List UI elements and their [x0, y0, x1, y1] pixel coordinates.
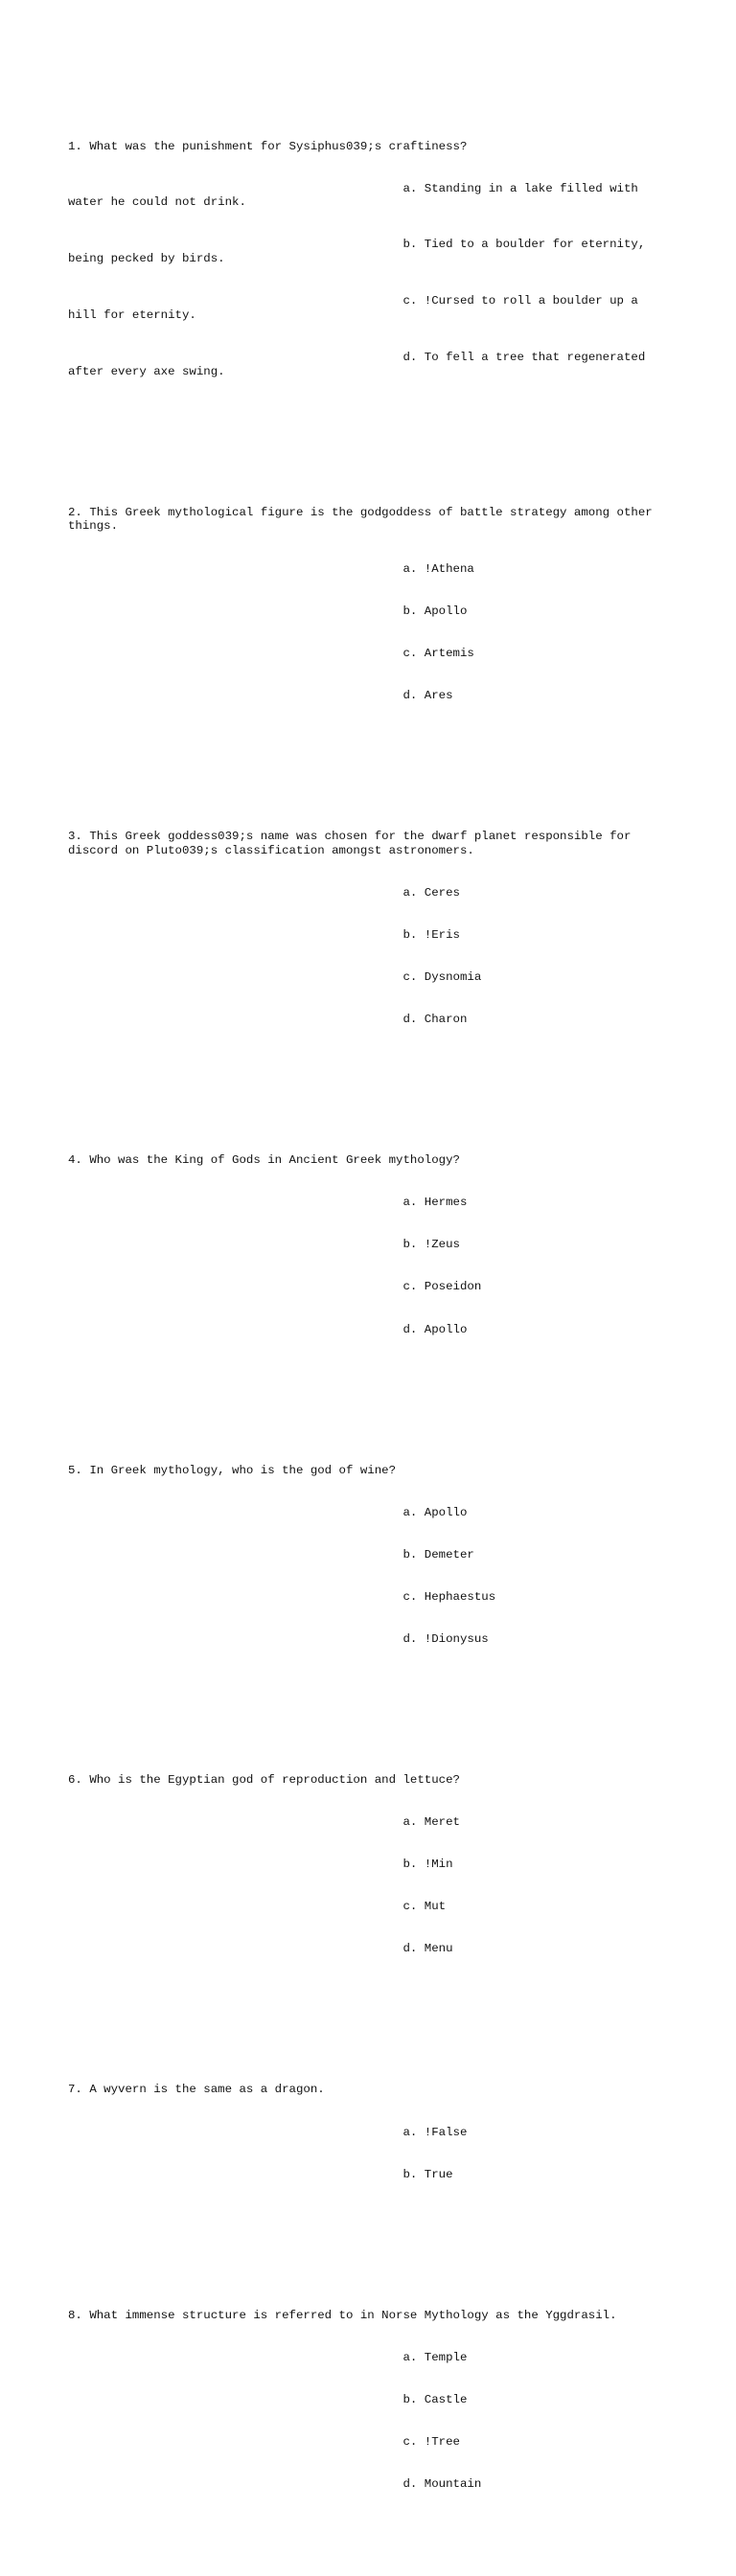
answer-option: [68, 2393, 667, 2407]
question-text: [68, 1773, 667, 1788]
answer-option: [68, 182, 667, 210]
option-letter: d.: [402, 2477, 418, 2492]
option-text: !Cursed to roll a boulder up a hill for eternity.: [68, 294, 646, 322]
question-number: 7.: [68, 2083, 82, 2097]
question-number: 6.: [68, 1773, 82, 1787]
answer-option: [68, 1196, 667, 1210]
answer-option: [68, 928, 667, 943]
option-letter: d.: [402, 1631, 418, 1646]
option-letter: a.: [402, 1815, 418, 1830]
answer-option: [68, 689, 667, 703]
option-text: !Athena: [424, 561, 474, 576]
answer-option: [68, 1013, 667, 1027]
question-7: [68, 2055, 667, 2210]
option-text: Apollo: [424, 604, 468, 618]
option-text: Ceres: [424, 885, 460, 900]
answer-option: [68, 1506, 667, 1520]
option-text: Tied to a boulder for eternity, being pecked by birds.: [68, 238, 653, 266]
option-text: Mut: [424, 1900, 447, 1914]
question-body: What was the punishment for Sysiphus039;s craftiness?: [89, 139, 468, 153]
answer-option: [68, 1858, 667, 1872]
question-body: Who is the Egyptian god of reproduction and lettuce?: [89, 1773, 460, 1787]
question-5: [68, 1435, 667, 1675]
answer-option: [68, 970, 667, 985]
answer-option: [68, 647, 667, 661]
question-number: 1.: [68, 139, 82, 153]
answer-option: [68, 238, 667, 265]
option-letter: d.: [402, 688, 418, 702]
question-body: This Greek mythological figure is the godgoddess of battle strategy among other things.: [68, 505, 660, 534]
answer-option: [68, 294, 667, 322]
question-6: [68, 1745, 667, 1985]
option-letter: b.: [402, 1547, 418, 1562]
question-1: [68, 111, 667, 407]
question-body: What immense structure is referred to in Norse Mythology as the Yggdrasil.: [89, 2308, 617, 2322]
option-letter: b.: [402, 1858, 418, 1872]
answer-option: [68, 1238, 667, 1252]
option-letter: d.: [402, 1013, 418, 1027]
answer-option: [68, 562, 667, 577]
question-text: [68, 1464, 667, 1478]
option-text: Mountain: [424, 2477, 482, 2492]
option-text: True: [424, 2167, 453, 2181]
question-number: 2.: [68, 505, 82, 519]
question-3: [68, 802, 667, 1056]
option-text: Hephaestus: [424, 1589, 496, 1604]
answer-option: [68, 2126, 667, 2140]
answer-option: [68, 1280, 667, 1294]
option-letter: b.: [402, 927, 418, 942]
answer-option: [68, 1815, 667, 1830]
question-body: Who was the King of Gods in Ancient Greek mythology?: [89, 1153, 460, 1168]
option-letter: c.: [402, 969, 418, 984]
option-letter: a.: [402, 1505, 418, 1519]
option-text: !Min: [424, 1858, 453, 1872]
answer-option: [68, 2477, 667, 2492]
question-text: [68, 2309, 667, 2323]
question-number: 8.: [68, 2308, 82, 2322]
option-text: Charon: [424, 1013, 468, 1027]
answer-option: [68, 2168, 667, 2182]
answer-option: [68, 1942, 667, 1956]
option-text: Hermes: [424, 1196, 468, 1210]
option-letter: d.: [402, 1322, 418, 1336]
option-text: Artemis: [424, 646, 474, 660]
answer-option: [68, 2435, 667, 2450]
option-text: Apollo: [424, 1505, 468, 1519]
option-text: Ares: [424, 688, 453, 702]
option-letter: a.: [402, 885, 418, 900]
option-letter: c.: [402, 294, 418, 308]
question-number: 3.: [68, 829, 82, 843]
option-letter: a.: [402, 2125, 418, 2139]
option-letter: a.: [402, 181, 418, 195]
answer-option: [68, 1590, 667, 1605]
option-text: Meret: [424, 1815, 460, 1830]
question-2: [68, 477, 667, 731]
answer-option: [68, 886, 667, 900]
option-text: Menu: [424, 1942, 453, 1956]
option-letter: d.: [402, 351, 418, 365]
answer-option: [68, 1323, 667, 1337]
option-text: To fell a tree that regenerated after every axe swing.: [68, 351, 653, 378]
question-body: A wyvern is the same as a dragon.: [89, 2083, 325, 2097]
option-text: Temple: [424, 2350, 468, 2364]
option-text: !Tree: [424, 2435, 460, 2450]
question-text: [68, 140, 667, 154]
answer-option: [68, 2351, 667, 2365]
option-text: !Eris: [424, 927, 460, 942]
question-8: [68, 2280, 667, 2519]
option-letter: c.: [402, 1589, 418, 1604]
option-letter: c.: [402, 1900, 418, 1914]
option-letter: b.: [402, 604, 418, 618]
option-text: !Zeus: [424, 1238, 460, 1252]
answer-option: [68, 351, 667, 378]
option-letter: c.: [402, 646, 418, 660]
option-text: Apollo: [424, 1322, 468, 1336]
option-text: !False: [424, 2125, 468, 2139]
question-body: This Greek goddess039;s name was chosen for the dwarf planet responsible for discord on Pluto039;s classification amongst astronomers.: [68, 829, 638, 857]
answer-option: [68, 1548, 667, 1562]
option-letter: a.: [402, 561, 418, 576]
option-letter: c.: [402, 2435, 418, 2450]
option-text: Standing in a lake filled with water he could not drink.: [68, 181, 646, 210]
option-letter: b.: [402, 2167, 418, 2181]
question-body: In Greek mythology, who is the god of wine?: [89, 1463, 397, 1477]
quiz-document: [68, 69, 667, 2576]
question-text: [68, 830, 667, 857]
option-text: !Dionysus: [424, 1631, 489, 1646]
option-text: Demeter: [424, 1547, 474, 1562]
option-letter: b.: [402, 1238, 418, 1252]
answer-option: [68, 1900, 667, 1914]
option-text: Dysnomia: [424, 969, 482, 984]
option-letter: b.: [402, 238, 418, 252]
answer-option: [68, 1632, 667, 1647]
question-number: 4.: [68, 1153, 82, 1168]
option-letter: a.: [402, 1196, 418, 1210]
option-text: Poseidon: [424, 1280, 482, 1294]
answer-option: [68, 604, 667, 619]
option-letter: b.: [402, 2392, 418, 2406]
option-letter: d.: [402, 1942, 418, 1956]
question-text: [68, 2083, 667, 2097]
question-text: [68, 506, 667, 534]
question-4: [68, 1126, 667, 1365]
question-text: [68, 1153, 667, 1168]
option-text: Castle: [424, 2392, 468, 2406]
question-number: 5.: [68, 1463, 82, 1477]
option-letter: a.: [402, 2350, 418, 2364]
option-letter: c.: [402, 1280, 418, 1294]
